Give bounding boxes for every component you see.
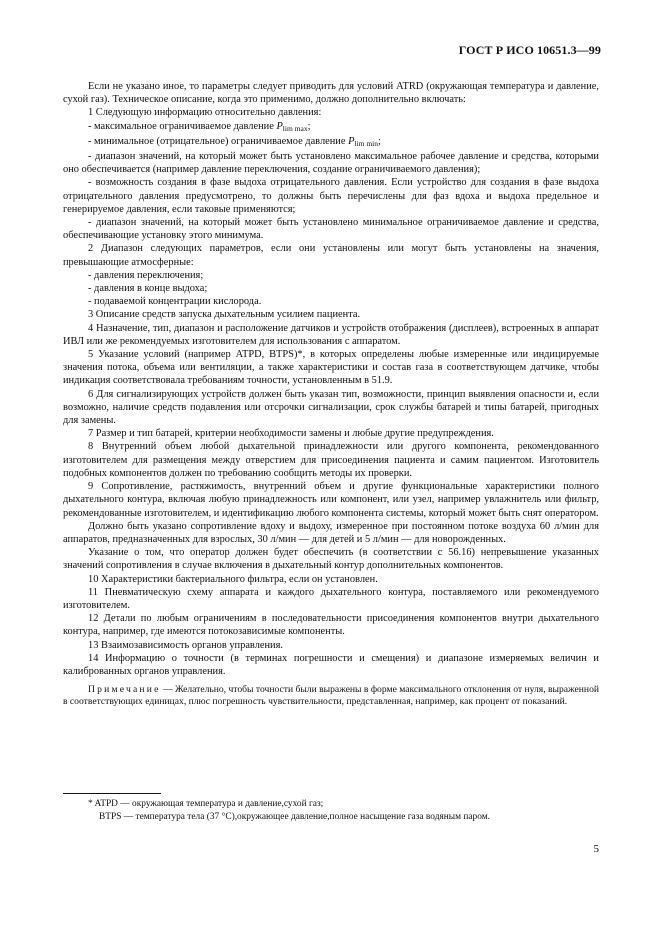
item-5: 5 Указание условий (например ATPD, BTPS)*, в которых определены любые измеренные или индицируемые значения потока, объема или вентиляции, а также характеристики и состав газа в соответствующем датчике, чтобы индикация соответствовала требованиям точности, установленным в 51.9. [63,349,599,387]
footnotes [88,798,608,823]
document-header: ГОСТ Р ИСО 10651.3—99 [458,43,601,57]
footnote-separator [63,793,161,794]
item-12: 12 Детали по любым ограничениям в последовательности присоединения компонентов внутри дыхательного контура, например, где имеются потокозависимые компоненты. [63,613,599,638]
note-text: — Желательно, чтобы точности были выражены в форме максимального отклонения от нуля, выраженной в соответствующих единицах, плюс погрешность чувствительности, представленная, например, как процент от показаний. [63,684,599,708]
item-9-resistance: Должно быть указано сопротивление вдоху и выдоху, измеренное при постоянном потоке воздуха 60 л/мин для аппаратов, предназначенных для взрослых, 30 л/мин — для детей и 5 л/мин — для новорожденных. [63,520,599,545]
document-body [63,80,599,709]
item-10: 10 Характеристики бактериального фильтра, если он установлен. [88,573,378,585]
item-1-range: - диапазон значений, на который может быть установлено максимальное рабочее давление и средства, которыми оно обеспечивается (например давление переключения, создание ограничиваемого давления); [63,151,599,176]
item-1: 1 Следующую информацию относительно давления: [88,107,322,119]
footnote-btps: BTPS — температура тела (37 °С),окружающее давление,полное насыщение газа водяным паром. [99,811,491,822]
note-label: Примечание [88,684,161,696]
item-2: 2 Диапазон следующих параметров, если они установлены или могут быть установлены на значения, превышающие атмосферные: [63,243,599,268]
item-1-max-pressure: - максимальное ограничиваемое давление $P_{lim max}$; [88,120,311,133]
item-13: 13 Взаимозависимость органов управления. [88,639,283,651]
item-2-a: - давления переключения; [88,269,204,281]
item-8: 8 Внутренний объем любой дыхательной принадлежности или другого компонента, рекомендованного изготовителем для размещения между отверстием для присоединения пациента и самим пациентом. Изготовитель подобных компонентов должен по требованию сообщить методы их проверки. [63,441,599,479]
page-number: 5 [593,843,599,855]
item-11: 11 Пневматическую схему аппарата и каждого дыхательного контура, поставляемого или рекомендуемого изготовителем. [63,586,599,611]
item-14: 14 Информацию о точности (в терминах погрешности и смещения) и диапазоне измеряемых величин и калиброванных органов управления. [63,652,599,677]
item-9: 9 Сопротивление, растяжимость, внутренний объем и другие функциональные характеристики полного дыхательного контура, включая любую принадлежность или компонент, или узел, например увлажнитель или фильтр, рекомендованные изготовителем, и идентификацию любого компонента системы, который может быть снят оператором. [63,481,599,519]
item-3: 3 Описание средств запуска дыхательным усилием пациента. [88,309,361,321]
item-6: 6 Для сигнализирующих устройств должен быть указан тип, возможности, принцип выявления опасности и, если возможно, наличие средств подавления или отсрочки сигнализации, срок службы батарей и типы батарей, пригодных для замены. [63,388,599,427]
item-1-negative-range: - диапазон значений, на который может быть установлено минимальное ограничиваемое давление и средства, обеспечивающие установку этого минимума. [63,217,599,242]
item-2-b: - давления в конце выдоха; [88,283,208,295]
footnote-atpd: * ATPD — окружающая температура и давление,сухой газ; [88,799,324,809]
item-7: 7 Размер и тип батарей, критерии необходимости замены и любые другие предупреждения. [88,428,494,440]
item-1-negative-pressure: - возможность создания в фазе выдоха отрицательного давления. Если устройство для создания в фазе выдоха отрицательного давления предусмотрено, то должны быть перечислены для фаз вдоха и выдоха предельное и генерируемое давления, если таковые применяются; [63,177,599,215]
item-1-min-pressure: - минимальное (отрицательное) ограничиваемое давление $P_{lim min}$; [88,135,381,148]
note-paragraph [63,684,599,708]
item-4: 4 Назначение, тип, диапазон и расположение датчиков и устройств отображения (дисплеев), встроенных в аппарат ИВЛ или же рекомендуемых изготовителем для использования с аппаратом. [63,322,599,347]
item-9-indication: Указание о том, что оператор должен будет обеспечить (в соответствии с 56.16) непревышение указанных значений сопротивления в случае включения в дыхательный контур дополнительных компонентов. [63,547,599,572]
intro-paragraph: Если не указано иное, то параметры следует приводить для условий ATRD (окружающая температура и давление, сухой газ). Техническое описание, когда это применимо, должно дополнительно включать: [63,81,599,106]
item-2-c: - подаваемой концентрации кислорода. [88,296,262,308]
